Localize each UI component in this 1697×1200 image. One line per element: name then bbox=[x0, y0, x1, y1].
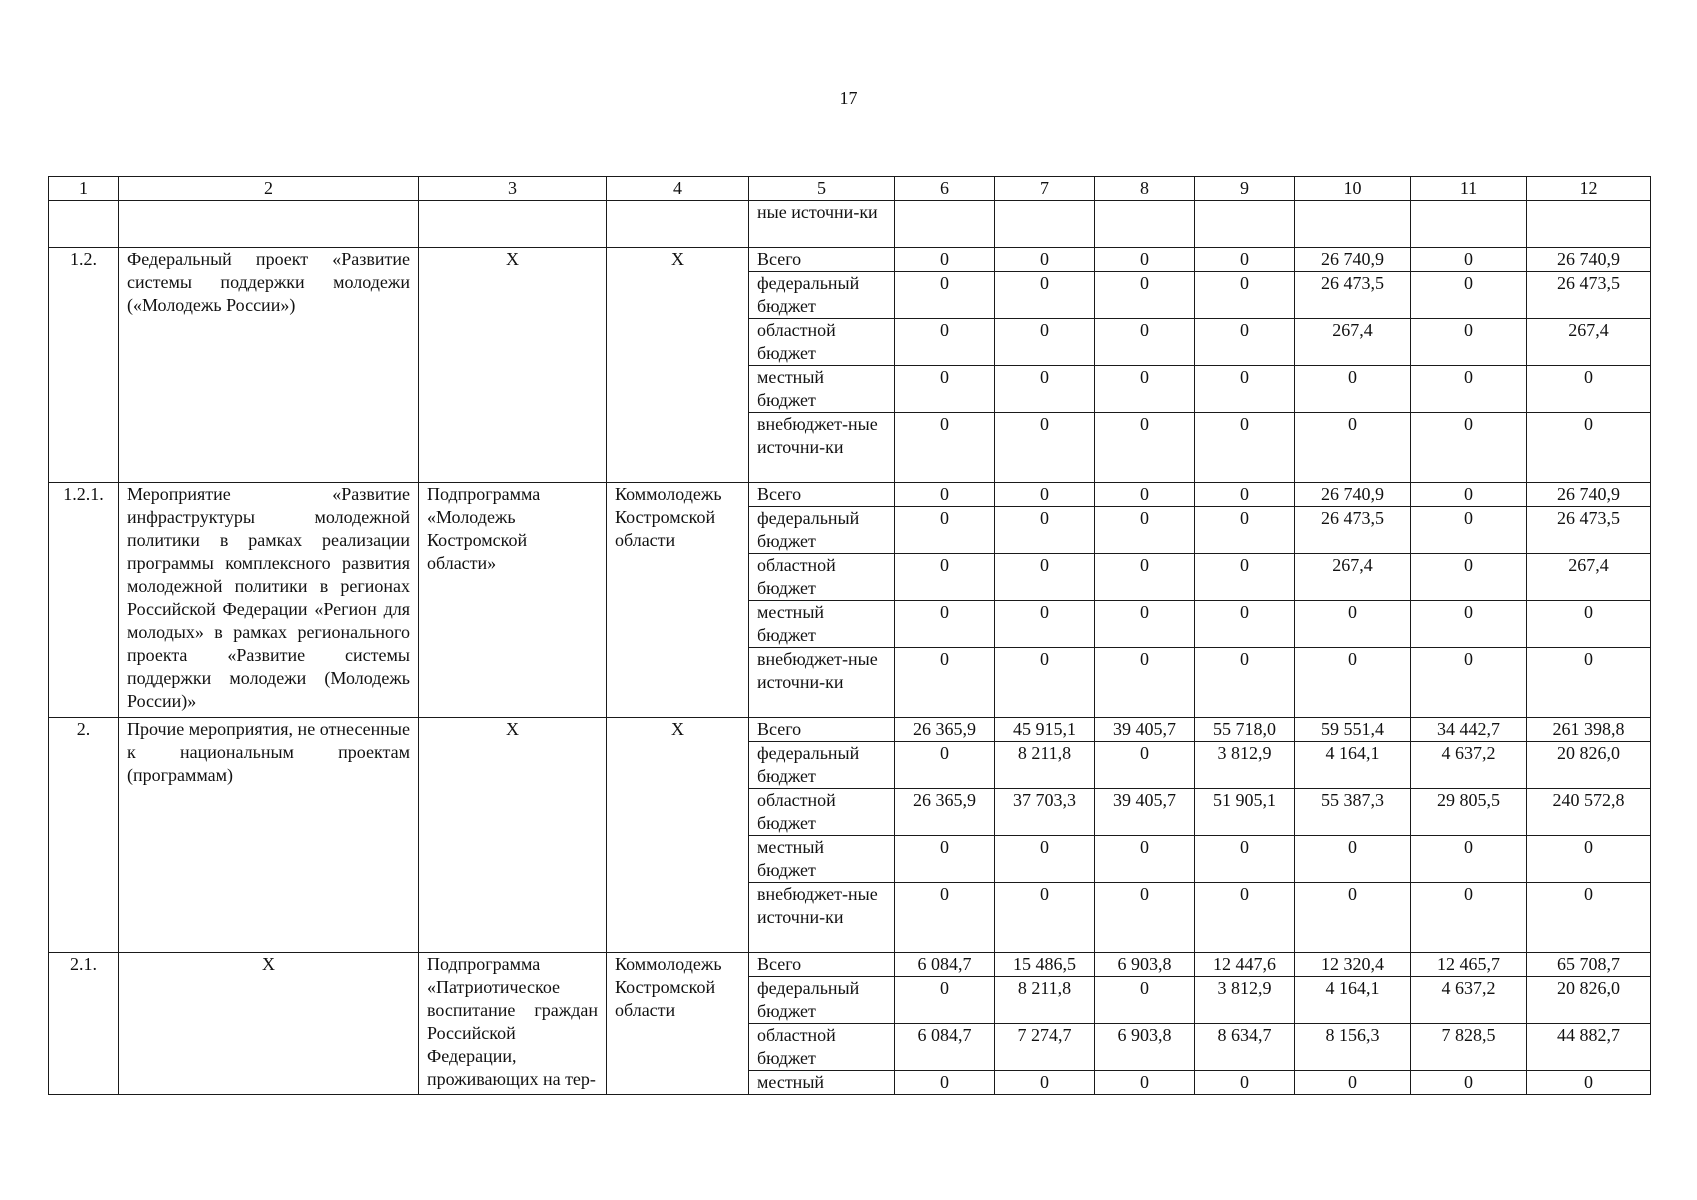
value-cell: 0 bbox=[1411, 1071, 1527, 1095]
value-cell: 0 bbox=[1095, 883, 1195, 953]
value-cell: 8 156,3 bbox=[1295, 1024, 1411, 1071]
executor-cell: X bbox=[607, 248, 749, 483]
value-cell: 0 bbox=[995, 248, 1095, 272]
table-row bbox=[49, 248, 1651, 272]
value-cell: 8 211,8 bbox=[995, 977, 1095, 1024]
value-cell: 0 bbox=[995, 366, 1095, 413]
value-cell: 65 708,7 bbox=[1527, 953, 1651, 977]
value-cell: 0 bbox=[1411, 248, 1527, 272]
item-name: Мероприятие «Развитие инфраструктуры молодежной политики в рамках реализации программы комплексного развития молодежной политики в регионах Российской Федерации «Регион для молодых» в рамках регионального проекта «Развитие системы поддержки молодежи (Молодежь России)» bbox=[119, 483, 419, 718]
funding-source: Всего bbox=[749, 953, 895, 977]
value-cell: 0 bbox=[1527, 883, 1651, 953]
value-cell: 0 bbox=[1195, 483, 1295, 507]
value-cell: 0 bbox=[1195, 648, 1295, 718]
value-cell: 0 bbox=[1195, 272, 1295, 319]
value-cell: 0 bbox=[1411, 601, 1527, 648]
value-cell: 0 bbox=[1295, 883, 1411, 953]
value-cell: 0 bbox=[1095, 1071, 1195, 1095]
value-cell: 0 bbox=[895, 554, 995, 601]
value-cell: 261 398,8 bbox=[1527, 718, 1651, 742]
value-cell: 0 bbox=[1095, 483, 1195, 507]
value-cell: 6 903,8 bbox=[1095, 1024, 1195, 1071]
value-cell: 0 bbox=[895, 319, 995, 366]
header-cell: 6 bbox=[895, 177, 995, 201]
empty-cell bbox=[995, 201, 1095, 248]
value-cell: 26 740,9 bbox=[1295, 248, 1411, 272]
item-number: 1.2. bbox=[49, 248, 119, 483]
funding-source: внебюджет-ные источни-ки bbox=[749, 413, 895, 483]
funding-source: областной бюджет bbox=[749, 1024, 895, 1071]
value-cell: 0 bbox=[1095, 601, 1195, 648]
value-cell: 0 bbox=[1295, 366, 1411, 413]
header-cell: 8 bbox=[1095, 177, 1195, 201]
funding-source: ные источни-ки bbox=[749, 201, 895, 248]
value-cell: 4 164,1 bbox=[1295, 742, 1411, 789]
value-cell: 0 bbox=[895, 483, 995, 507]
value-cell: 0 bbox=[895, 977, 995, 1024]
funding-source: местный бюджет bbox=[749, 601, 895, 648]
funding-source: федеральный бюджет bbox=[749, 272, 895, 319]
value-cell: 0 bbox=[895, 272, 995, 319]
header-cell: 3 bbox=[419, 177, 607, 201]
value-cell: 59 551,4 bbox=[1295, 718, 1411, 742]
value-cell: 0 bbox=[1527, 648, 1651, 718]
value-cell: 0 bbox=[995, 507, 1095, 554]
value-cell: 267,4 bbox=[1295, 554, 1411, 601]
item-name: Федеральный проект «Развитие системы поддержки молодежи («Молодежь России») bbox=[119, 248, 419, 483]
header-cell: 5 bbox=[749, 177, 895, 201]
header-cell: 2 bbox=[119, 177, 419, 201]
value-cell: 0 bbox=[1411, 483, 1527, 507]
value-cell: 0 bbox=[1295, 836, 1411, 883]
value-cell: 6 903,8 bbox=[1095, 953, 1195, 977]
value-cell: 0 bbox=[1411, 554, 1527, 601]
program-cell: Подпрограмма «Молодежь Костромской области» bbox=[419, 483, 607, 718]
value-cell: 20 826,0 bbox=[1527, 977, 1651, 1024]
value-cell: 26 740,9 bbox=[1295, 483, 1411, 507]
header-cell: 12 bbox=[1527, 177, 1651, 201]
value-cell: 7 274,7 bbox=[995, 1024, 1095, 1071]
value-cell: 267,4 bbox=[1527, 319, 1651, 366]
value-cell: 0 bbox=[1195, 366, 1295, 413]
value-cell: 0 bbox=[1411, 319, 1527, 366]
continuation-row bbox=[49, 201, 1651, 248]
empty-cell bbox=[119, 201, 419, 248]
value-cell: 0 bbox=[1411, 413, 1527, 483]
value-cell: 0 bbox=[1095, 648, 1195, 718]
value-cell: 0 bbox=[1095, 742, 1195, 789]
value-cell: 0 bbox=[1095, 272, 1195, 319]
value-cell: 0 bbox=[1411, 648, 1527, 718]
value-cell: 0 bbox=[995, 883, 1095, 953]
empty-cell bbox=[607, 201, 749, 248]
value-cell: 15 486,5 bbox=[995, 953, 1095, 977]
value-cell: 0 bbox=[995, 483, 1095, 507]
value-cell: 0 bbox=[1411, 272, 1527, 319]
value-cell: 12 465,7 bbox=[1411, 953, 1527, 977]
funding-source: Всего bbox=[749, 483, 895, 507]
value-cell: 3 812,9 bbox=[1195, 742, 1295, 789]
value-cell: 0 bbox=[1195, 248, 1295, 272]
program-cell: Подпрограмма «Патриотическое воспитание граждан Российской Федерации, проживающих на тер- bbox=[419, 953, 607, 1095]
value-cell: 0 bbox=[1095, 248, 1195, 272]
value-cell: 12 320,4 bbox=[1295, 953, 1411, 977]
value-cell: 4 637,2 bbox=[1411, 742, 1527, 789]
value-cell: 0 bbox=[1411, 836, 1527, 883]
value-cell: 0 bbox=[1411, 507, 1527, 554]
funding-source: федеральный бюджет bbox=[749, 507, 895, 554]
value-cell: 45 915,1 bbox=[995, 718, 1095, 742]
empty-cell bbox=[419, 201, 607, 248]
value-cell: 0 bbox=[1095, 554, 1195, 601]
header-cell: 9 bbox=[1195, 177, 1295, 201]
empty-cell bbox=[1195, 201, 1295, 248]
value-cell: 0 bbox=[1527, 366, 1651, 413]
table-row bbox=[49, 718, 1651, 742]
value-cell: 0 bbox=[995, 836, 1095, 883]
empty-cell bbox=[1411, 201, 1527, 248]
value-cell: 3 812,9 bbox=[1195, 977, 1295, 1024]
value-cell: 240 572,8 bbox=[1527, 789, 1651, 836]
funding-source: областной бюджет bbox=[749, 789, 895, 836]
value-cell: 0 bbox=[895, 366, 995, 413]
value-cell: 0 bbox=[995, 1071, 1095, 1095]
value-cell: 0 bbox=[1527, 601, 1651, 648]
value-cell: 0 bbox=[1295, 601, 1411, 648]
value-cell: 0 bbox=[895, 601, 995, 648]
value-cell: 0 bbox=[1411, 883, 1527, 953]
empty-cell bbox=[895, 201, 995, 248]
value-cell: 0 bbox=[1411, 366, 1527, 413]
value-cell: 26 473,5 bbox=[1527, 272, 1651, 319]
value-cell: 26 473,5 bbox=[1295, 507, 1411, 554]
value-cell: 0 bbox=[1295, 413, 1411, 483]
value-cell: 0 bbox=[895, 507, 995, 554]
value-cell: 0 bbox=[995, 554, 1095, 601]
value-cell: 44 882,7 bbox=[1527, 1024, 1651, 1071]
value-cell: 0 bbox=[1295, 648, 1411, 718]
value-cell: 55 718,0 bbox=[1195, 718, 1295, 742]
funding-source: местный бюджет bbox=[749, 836, 895, 883]
empty-cell bbox=[1295, 201, 1411, 248]
value-cell: 4 164,1 bbox=[1295, 977, 1411, 1024]
value-cell: 55 387,3 bbox=[1295, 789, 1411, 836]
value-cell: 0 bbox=[995, 601, 1095, 648]
funding-source: федеральный бюджет bbox=[749, 742, 895, 789]
value-cell: 0 bbox=[1095, 413, 1195, 483]
value-cell: 39 405,7 bbox=[1095, 718, 1195, 742]
value-cell: 26 365,9 bbox=[895, 718, 995, 742]
table-row bbox=[49, 953, 1651, 977]
funding-source: Всего bbox=[749, 248, 895, 272]
value-cell: 0 bbox=[1195, 836, 1295, 883]
value-cell: 0 bbox=[1527, 413, 1651, 483]
value-cell: 0 bbox=[895, 1071, 995, 1095]
value-cell: 26 473,5 bbox=[1527, 507, 1651, 554]
funding-source: местный бюджет bbox=[749, 366, 895, 413]
value-cell: 26 365,9 bbox=[895, 789, 995, 836]
value-cell: 0 bbox=[1095, 507, 1195, 554]
value-cell: 20 826,0 bbox=[1527, 742, 1651, 789]
value-cell: 0 bbox=[995, 319, 1095, 366]
value-cell: 26 473,5 bbox=[1295, 272, 1411, 319]
funding-source: местный bbox=[749, 1071, 895, 1095]
value-cell: 267,4 bbox=[1527, 554, 1651, 601]
empty-cell bbox=[1527, 201, 1651, 248]
value-cell: 6 084,7 bbox=[895, 1024, 995, 1071]
value-cell: 0 bbox=[1195, 601, 1295, 648]
value-cell: 8 634,7 bbox=[1195, 1024, 1295, 1071]
value-cell: 4 637,2 bbox=[1411, 977, 1527, 1024]
value-cell: 34 442,7 bbox=[1411, 718, 1527, 742]
value-cell: 12 447,6 bbox=[1195, 953, 1295, 977]
funding-source: областной бюджет bbox=[749, 554, 895, 601]
table-row bbox=[49, 483, 1651, 507]
header-cell: 10 bbox=[1295, 177, 1411, 201]
value-cell: 0 bbox=[1095, 319, 1195, 366]
executor-cell: X bbox=[607, 718, 749, 953]
value-cell: 0 bbox=[1195, 883, 1295, 953]
header-cell: 4 bbox=[607, 177, 749, 201]
value-cell: 0 bbox=[895, 742, 995, 789]
value-cell: 0 bbox=[995, 648, 1095, 718]
program-cell: X bbox=[419, 248, 607, 483]
value-cell: 37 703,3 bbox=[995, 789, 1095, 836]
value-cell: 0 bbox=[895, 648, 995, 718]
value-cell: 8 211,8 bbox=[995, 742, 1095, 789]
funding-source: внебюджет-ные источни-ки bbox=[749, 883, 895, 953]
value-cell: 0 bbox=[1195, 554, 1295, 601]
item-number: 2. bbox=[49, 718, 119, 953]
value-cell: 0 bbox=[995, 413, 1095, 483]
value-cell: 0 bbox=[1195, 1071, 1295, 1095]
value-cell: 29 805,5 bbox=[1411, 789, 1527, 836]
funding-source: федеральный бюджет bbox=[749, 977, 895, 1024]
value-cell: 0 bbox=[1095, 836, 1195, 883]
executor-cell: Коммолодежь Костромской области bbox=[607, 483, 749, 718]
value-cell: 51 905,1 bbox=[1195, 789, 1295, 836]
value-cell: 0 bbox=[1195, 319, 1295, 366]
value-cell: 6 084,7 bbox=[895, 953, 995, 977]
header-cell: 11 bbox=[1411, 177, 1527, 201]
value-cell: 0 bbox=[1095, 977, 1195, 1024]
value-cell: 26 740,9 bbox=[1527, 483, 1651, 507]
funding-source: Всего bbox=[749, 718, 895, 742]
item-number: 1.2.1. bbox=[49, 483, 119, 718]
empty-cell bbox=[49, 201, 119, 248]
header-row bbox=[49, 177, 1651, 201]
value-cell: 0 bbox=[1527, 836, 1651, 883]
item-name: Прочие мероприятия, не отнесенные к национальным проектам (программам) bbox=[119, 718, 419, 953]
value-cell: 0 bbox=[895, 836, 995, 883]
value-cell: 0 bbox=[1195, 413, 1295, 483]
budget-table bbox=[48, 176, 1651, 1095]
header-cell: 7 bbox=[995, 177, 1095, 201]
value-cell: 0 bbox=[1195, 507, 1295, 554]
funding-source: областной бюджет bbox=[749, 319, 895, 366]
program-cell: X bbox=[419, 718, 607, 953]
value-cell: 0 bbox=[895, 883, 995, 953]
value-cell: 267,4 bbox=[1295, 319, 1411, 366]
page-number: 17 bbox=[839, 88, 858, 108]
value-cell: 39 405,7 bbox=[1095, 789, 1195, 836]
value-cell: 0 bbox=[895, 248, 995, 272]
value-cell: 26 740,9 bbox=[1527, 248, 1651, 272]
funding-source: внебюджет-ные источни-ки bbox=[749, 648, 895, 718]
value-cell: 7 828,5 bbox=[1411, 1024, 1527, 1071]
item-number: 2.1. bbox=[49, 953, 119, 1095]
value-cell: 0 bbox=[1527, 1071, 1651, 1095]
value-cell: 0 bbox=[1095, 366, 1195, 413]
item-name: X bbox=[119, 953, 419, 1095]
header-cell: 1 bbox=[49, 177, 119, 201]
executor-cell: Коммолодежь Костромской области bbox=[607, 953, 749, 1095]
value-cell: 0 bbox=[895, 413, 995, 483]
empty-cell bbox=[1095, 201, 1195, 248]
value-cell: 0 bbox=[995, 272, 1095, 319]
value-cell: 0 bbox=[1295, 1071, 1411, 1095]
